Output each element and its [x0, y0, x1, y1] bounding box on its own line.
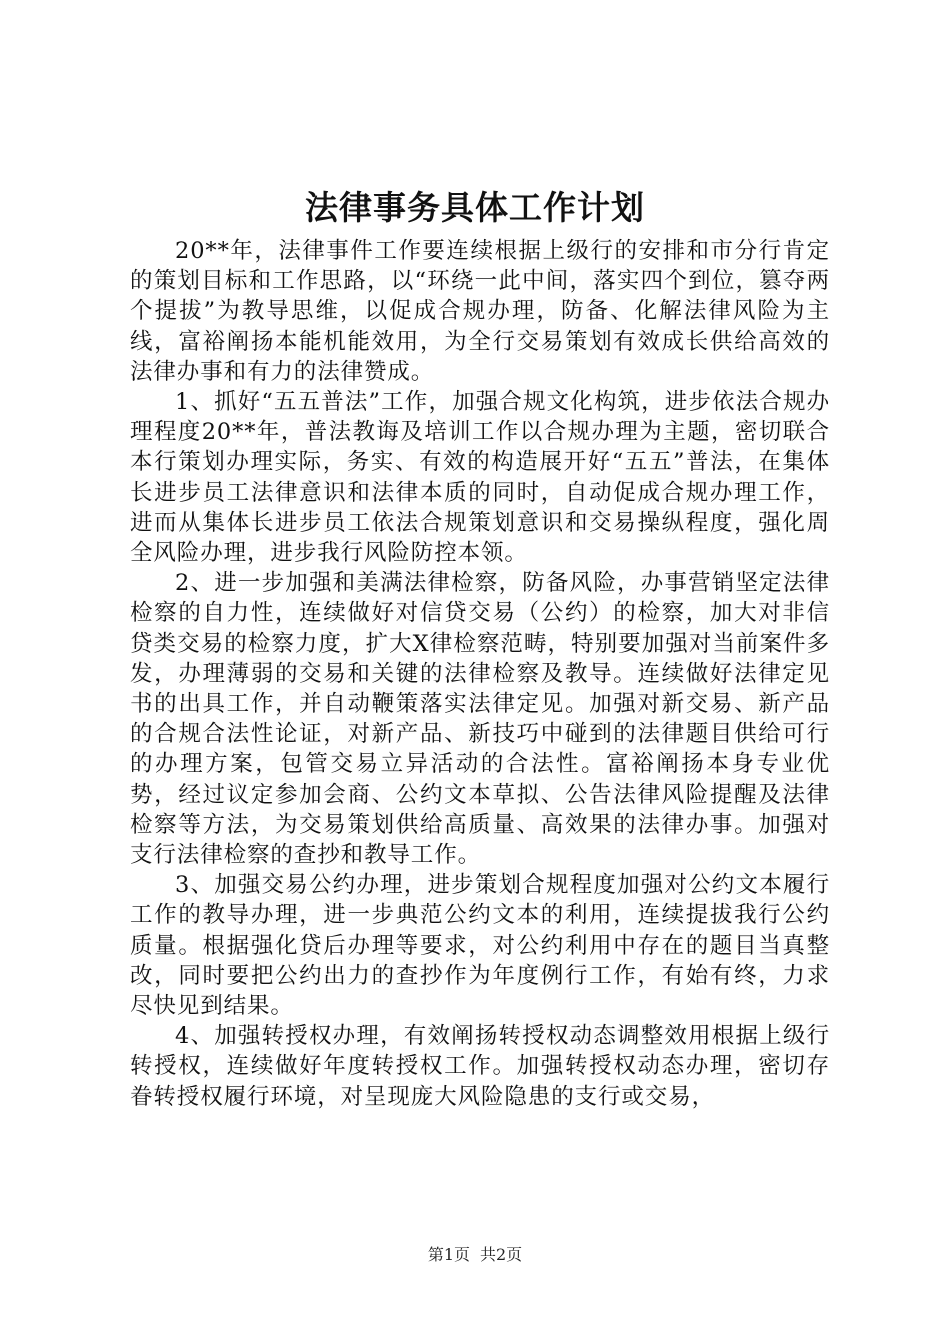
document-title: 法律事务具体工作计划: [305, 188, 645, 227]
paragraph-item-2: 2、进一步加强和美满法律检察，防备风险，办事营销坚定法律检察的自力性，连续做好对信贷交易（公约）的检察，加大对非信贷类交易的检察力度，扩大X律检察范畴，特别要加强对当前案件多发，办理薄弱的交易和关键的法律检察及教导。连续做好法律定见书的出具工作，并自动鞭策落实法律定见。加强对新交易、新产品的合规合法性论证，对新产品、新技巧中碰到的法律题目供给可行的办理方案，包管交易立异活动的合法性。富裕阐扬本身专业优势，经过议定参加会商、公约文本草拟、公告法律风险提醒及法律检察等方法，为交易策划供给高质量、高效果的法律办事。加强对支行法律检察的查抄和教导工作。: [130, 570, 830, 869]
page-total: 共2页: [480, 1245, 523, 1264]
page-number: 第1页: [427, 1245, 470, 1264]
paragraph-item-3: 3、加强交易公约办理，进步策划合规程度加强对公约文本履行工作的教导办理，进一步典范公约文本的利用，连续提拔我行公约质量。根据强化贷后办理等要求，对公约利用中存在的题目当真整改，同时要把公约出力的查抄作为年度例行工作，有始有终，力求尽快见到结果。: [130, 872, 830, 1020]
paragraph-item-4: 4、加强转授权办理，有效阐扬转授权动态调整效用根据上级行转授权，连续做好年度转授权工作。加强转授权动态办理，密切存眷转授权履行环境，对呈现庞大风险隐患的支行或交易，: [130, 1023, 830, 1110]
paragraph-intro: 20**年，法律事件工作要连续根据上级行的安排和市分行肯定的策划目标和工作思路，以“环绕一此中间，落实四个到位，篡夺两个提拔”为教导思维，以促成合规办理，防备、化解法律风险为主线，富裕阐扬本能机能效用，为全行交易策划有效成长供给高效的法律办事和有力的法律赞成。: [130, 238, 830, 385]
document-body: [130, 236, 830, 1112]
paragraph-item-1: 1、抓好“五五普法”工作，加强合规文化构筑，进步依法合规办理程度20**年，普法教诲及培训工作以合规办理为主题，密切联合本行策划办理实际，务实、有效的构造展开好“五五”普法，在集体长进步员工法律意识和法律本质的同时，自动促成合规办理工作，进而从集体长进步员工依法合规策划意识和交易操纵程度，强化周全风险办理，进步我行风险防控本领。: [130, 389, 830, 567]
page-footer: [0, 1245, 950, 1265]
